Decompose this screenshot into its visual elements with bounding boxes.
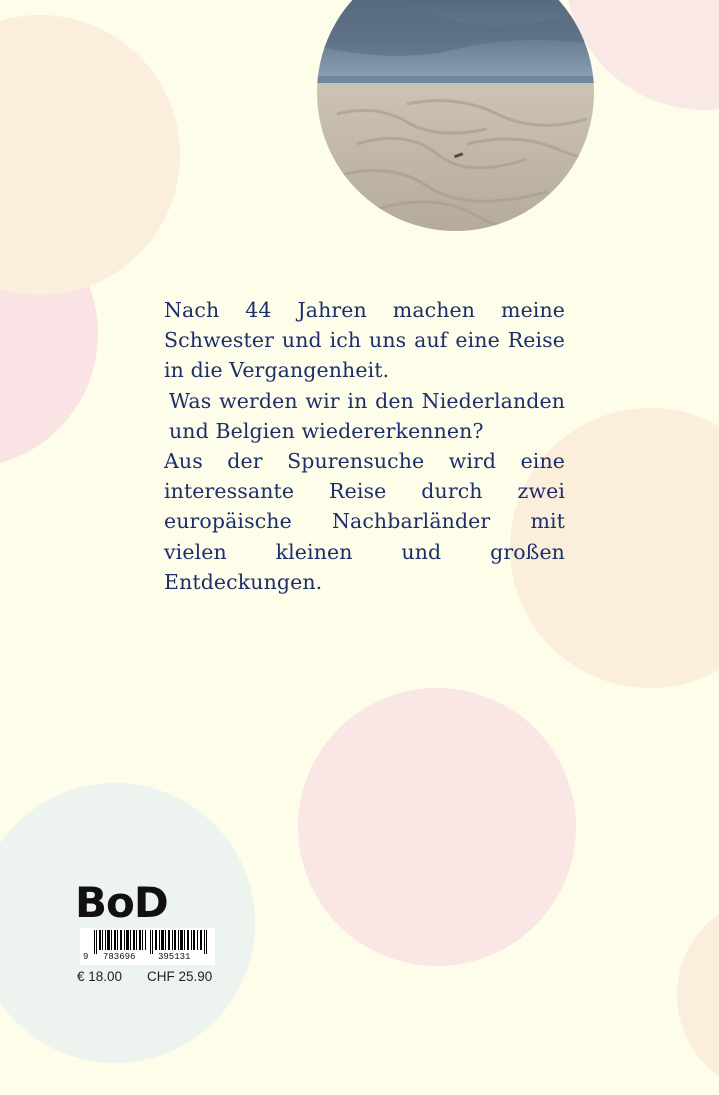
blurb-paragraph-3: Aus der Spurensuche wird eine interessante Reise durch zwei europäische Nachbarländer mit vielen kleinen und großen Entdeckungen. bbox=[164, 449, 565, 594]
barcode-group-1: 783696 bbox=[103, 952, 136, 962]
barcode-bars bbox=[94, 930, 212, 954]
isbn-barcode bbox=[80, 928, 215, 965]
price-chf: CHF 25.90 bbox=[147, 969, 213, 984]
blurb-paragraph-2: Was werden wir in den Niederlanden und Belgien wiedererkennen? bbox=[169, 388, 565, 443]
price-eur: € 18.00 bbox=[77, 969, 123, 984]
decor-circle-peach-topleft bbox=[0, 15, 180, 295]
back-cover-blurb bbox=[164, 295, 565, 597]
publisher-logo: BoD bbox=[75, 878, 168, 927]
beach-photo bbox=[317, 0, 594, 231]
barcode-first-digit: 9 bbox=[83, 952, 89, 962]
barcode-group-2: 395131 bbox=[158, 952, 191, 962]
blurb-paragraph-1: Nach 44 Jahren machen meine Schwester und ich uns auf eine Reise in die Vergangenheit. bbox=[164, 298, 565, 383]
decor-circle-peach-bottomright bbox=[677, 895, 719, 1095]
decor-circle-pink-center bbox=[298, 688, 576, 966]
